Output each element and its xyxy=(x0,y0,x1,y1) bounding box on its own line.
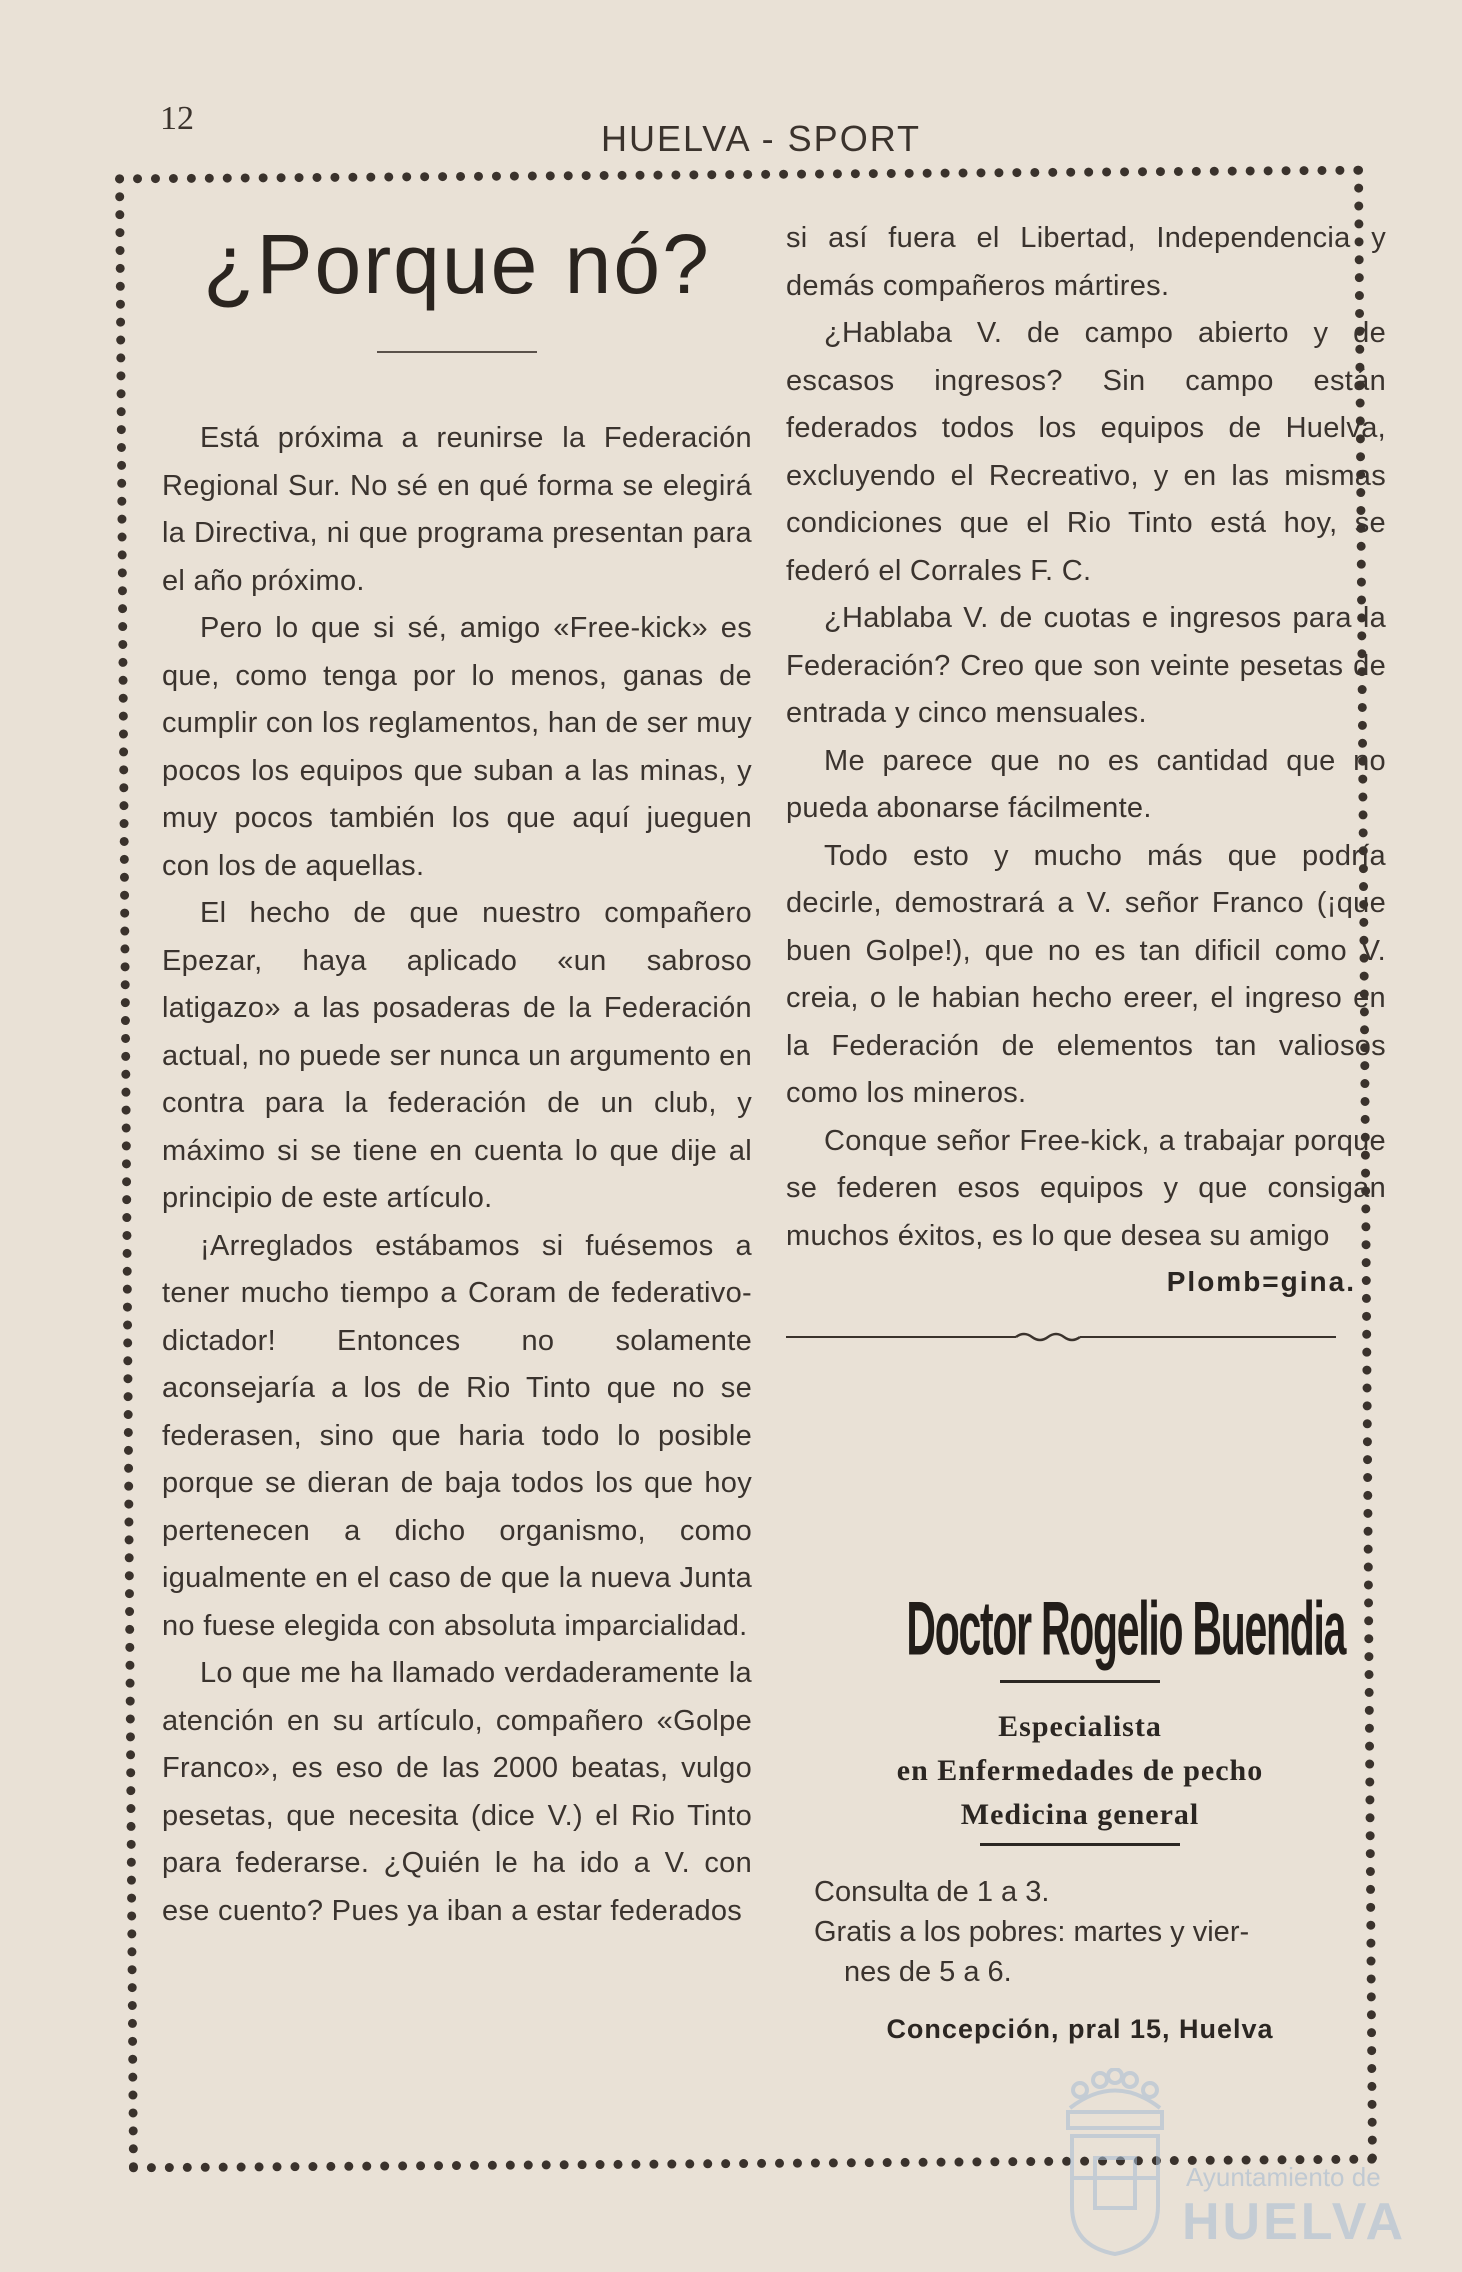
ad-specialty: Medicina general xyxy=(960,1798,1200,1831)
ad-rule xyxy=(1000,1680,1160,1683)
coat-of-arms-icon xyxy=(1050,2068,1180,2258)
ad-free-line: nes de 5 a 6. xyxy=(844,1956,1012,1988)
article-left-column xyxy=(162,200,752,1935)
paragraph: ¿Hablaba V. de campo abierto y de escasos ingresos? Sin campo están federados todos los equipos de Huelva, excluyendo el Recreativo, y en las mismas condiciones que el Rio Tinto está hoy, se federó el Corrales F. C. xyxy=(786,317,1386,587)
watermark-line2: HUELVA xyxy=(1182,2193,1407,2251)
huelva-watermark xyxy=(1050,2068,1407,2258)
ornamental-rule xyxy=(786,1330,1336,1344)
paragraph: Lo que me ha llamado verdaderamente la atención en su artículo, compañero «Golpe Franco», es eso de las 2000 beatas, vulgo pesetas, que necesita (dice V.) el Rio Tinto para federarse. ¿Quién le ha ido a V. con ese cuento? Pues ya iban a estar federados xyxy=(162,1657,752,1927)
ad-hours xyxy=(800,1872,1360,1992)
paragraph: ¿Hablaba V. de cuotas e ingresos para la Federación? Creo que son veinte pesetas de entrada y cinco mensuales. xyxy=(786,602,1386,729)
paragraph: ¡Arreglados estábamos si fuésemos a tener mucho tiempo a Coram de federativo-dictador! Entonces no solamente aconsejaría a los de Rio Tinto que no se federasen, sino que haria todo lo posible porque se dieran de baja todos los que hoy pertenecen a dicho organismo, como igualmente en el caso de que la nueva Junta no fuese elegida con absoluta imparcialidad. xyxy=(162,1229,752,1642)
title-rule xyxy=(377,351,537,353)
ad-specialty: en Enfermedades de pecho xyxy=(896,1754,1264,1787)
ad-specialty: Especialista xyxy=(998,1710,1162,1743)
paragraph: Está próxima a reunirse la Federación Regional Sur. No sé en qué forma se elegirá la Directiva, ni que programa presentan para el año próximo. xyxy=(162,422,752,597)
article-title: ¿Porque nó? xyxy=(203,217,711,311)
article-right-column xyxy=(786,215,1386,1344)
signature: Plomb=gina. xyxy=(1166,1266,1356,1297)
paragraph: El hecho de que nuestro compañero Epezar, haya aplicado «un sabroso latigazo» a las posaderas de la Federación actual, no puede ser nunca un argumento en contra para la federación de un club, y máximo si se tiene en cuenta lo que dije al principio de este artículo. xyxy=(162,897,752,1214)
ad-rule xyxy=(980,1843,1180,1846)
page-number: 12 xyxy=(160,100,194,137)
paragraph: Conque señor Free-kick, a trabajar porque se federen esos equipos y que consigan muchos éxitos, es lo que desea su amigo xyxy=(786,1124,1386,1252)
ad-address: Concepción, pral 15, Huelva xyxy=(886,2014,1274,2044)
ad-free-line: Gratis a los pobres: martes y vier- xyxy=(814,1916,1250,1948)
ad-hours-line: Consulta de 1 a 3. xyxy=(814,1876,1050,1908)
paragraph: Pero lo que si sé, amigo «Free-kick» es que, como tenga por lo menos, ganas de cumplir con los reglamentos, han de ser muy pocos los equipos que suban a las minas, y muy pocos también los que aquí jueguen con los de aquellas. xyxy=(162,612,752,882)
paragraph: Todo esto y mucho más que podría decirle, demostrará a V. señor Franco (¡que buen Golpe!), que no es tan dificil como V. creia, o le habian hecho ereer, el ingreso en la Federación de elementos tan valiosos como los mineros. xyxy=(786,839,1386,1109)
watermark-line1: Ayuntamiento de xyxy=(1186,2162,1381,2192)
paragraph: si así fuera el Libertad, Independencia y demás compañeros mártires. xyxy=(786,222,1386,302)
doctor-advertisement xyxy=(800,1580,1360,2045)
doctor-name: Doctor Rogelio Buendia xyxy=(906,1585,1346,1671)
paragraph: Me parece que no es cantidad que no pueda abonarse fácilmente. xyxy=(786,744,1386,824)
running-title: HUELVA - SPORT xyxy=(600,118,922,159)
